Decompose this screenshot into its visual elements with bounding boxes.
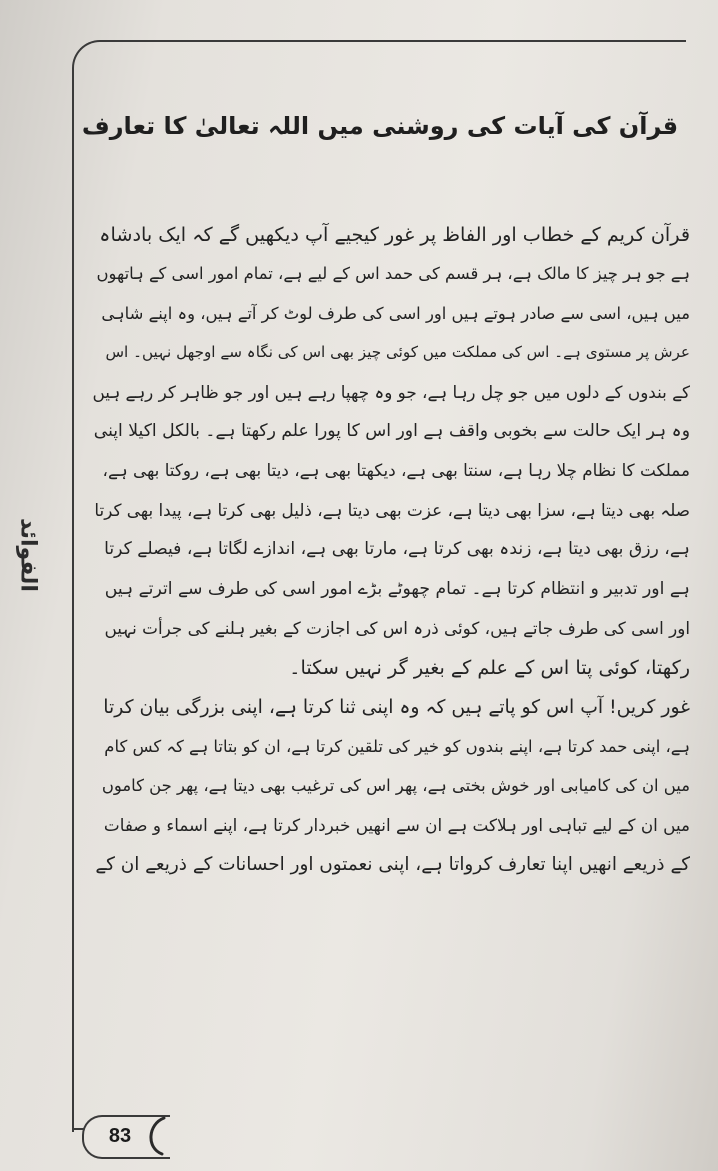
text-line: ہے، اپنی حمد کرتا ہے، اپنے بندوں کو خیر کی تلقین کرتا ہے، ان کو بتاتا ہے کہ کس کام <box>104 737 690 757</box>
text-line: عرش پر مستوی ہے۔ اس کی مملکت میں کوئی چیز بھی اس کی نگاہ سے اوجھل نہیں۔ اس <box>105 343 690 362</box>
text-line: کے ذریعے انھیں اپنا تعارف کرواتا ہے، اپنی نعمتوں اور احسانات کے ذریعے ان کے <box>95 854 690 876</box>
body-text <box>92 215 690 1115</box>
text-line: میں ان کے لیے تباہی اور ہلاکت ہے ان سے انھیں خبردار کرتا ہے، اپنے اسماء و صفات <box>103 814 690 835</box>
page-number: 83 <box>108 1125 132 1147</box>
text-line: صلہ بھی دیتا ہے، سزا بھی دیتا ہے، عزت بھی دیتا ہے، ذلیل بھی کرتا ہے، پیدا بھی کرتا <box>94 499 690 520</box>
text-line: ہے اور تدبیر و انتظام کرتا ہے۔ تمام چھوٹے بڑے امور اسی کی طرف سے اترتے ہیں <box>104 578 690 599</box>
side-section-label: الفوائد <box>15 518 41 592</box>
chapter-title: قرآن کی آیات کی روشنی میں اللہ تعالیٰ کا تعارف <box>81 112 679 140</box>
text-line: وہ ہر ایک حالت سے بخوبی واقف ہے اور اس کا پورا علم رکھتا ہے۔ بالکل اکیلا اپنی <box>93 420 690 441</box>
page-number-ornament <box>140 1114 170 1158</box>
text-line: اور اسی کی طرف جاتے ہیں، کوئی ذرہ اس کی اجازت کے بغیر ہلنے کی جرأت نہیں <box>104 617 690 638</box>
text-line: ہے، رزق بھی دیتا ہے، زندہ بھی کرتا ہے، مارتا بھی ہے، اندازے لگاتا ہے، فیصلے کرتا <box>104 539 690 560</box>
text-line: غور کریں! آپ اس کو پاتے ہیں کہ وہ اپنی ثنا کرتا ہے، اپنی بزرگی بیان کرتا <box>103 696 690 718</box>
text-line: کے بندوں کے دلوں میں جو چل رہا ہے، جو وہ چھپا رہے ہیں اور جو ظاہر کر رہے ہیں <box>92 381 690 402</box>
text-line: مملکت کا نظام چلا رہا ہے، سنتا بھی ہے، دیکھتا بھی ہے، دیتا بھی ہے، روکتا بھی ہے، <box>102 460 690 481</box>
text-line: میں ہیں، اسی سے صادر ہوتے ہیں اور اسی کی طرف لوٹ کر آتے ہیں، وہ اپنے شاہی <box>101 303 690 323</box>
text-line: قرآن کریم کے خطاب اور الفاظ پر غور کیجیے آپ دیکھیں گے کہ ایک بادشاہ <box>99 223 690 246</box>
text-line: میں ان کی کامیابی اور خوش بختی ہے، پھر اس کی ترغیب بھی دیتا ہے، پھر جن کاموں <box>101 776 690 796</box>
text-line: ہے جو ہر چیز کا مالک ہے، ہر قسم کی حمد اس کے لیے ہے، تمام امور اسی کے ہاتھوں <box>96 264 690 284</box>
text-line: رکھتا، کوئی پتا اس کے علم کے بغیر گر نہیں سکتا۔ <box>289 656 690 680</box>
